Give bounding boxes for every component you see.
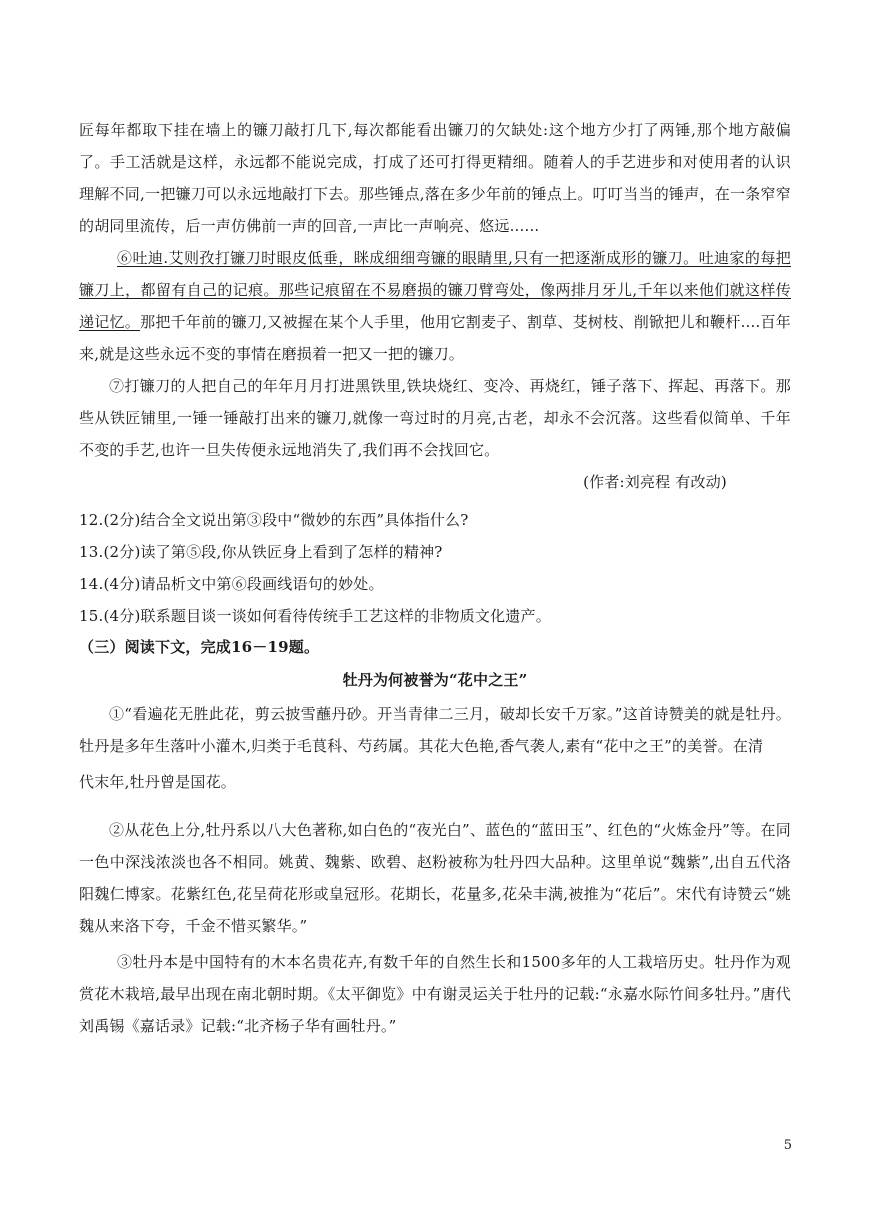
question-12: 12.(2分)结合全文说出第③段中“微妙的东西”具体指什么? <box>79 511 469 529</box>
section-heading: （三）阅读下文，完成16－19题。 <box>79 638 320 656</box>
question-14: 14.(4分)请品析文中第⑥段画线语句的妙处。 <box>79 575 384 593</box>
article-paragraph-1: ①“看遍花无胜此花，剪云披雪蘸丹砂。开当青律二三月，破却长安千万家。”这首诗赞美的就是牡丹。牡丹是多年生落叶小灌木,归类于毛茛科、芍药属。其花大色艳,香气袭人,素有“花中之王”的美誉。在清 <box>79 705 791 755</box>
author-credit: (作者:刘亮程 有改动) <box>583 473 727 491</box>
page-number: 5 <box>783 1138 792 1153</box>
article-paragraph-1-end: 代末年,牡丹曾是国花。 <box>79 773 236 791</box>
article-paragraph-3: ③牡丹本是中国特有的木本名贵花卉,有数千年的自然生长和1500多年的人工栽培历史。牡丹作为观赏花木栽培,最早出现在南北朝时期。《太平御览》中有谢灵运关于牡丹的记载:“永嘉水际竹间多牡丹。”唐代刘禹锡《嘉话录》记载:“北齐杨子华有画牡丹。” <box>79 953 791 1035</box>
document-body <box>79 114 791 1042</box>
article-paragraph-2: ②从花色上分,牡丹系以八大色著称,如白色的“夜光白”、蓝色的“蓝田玉”、红色的“火炼金丹”等。在同一色中深浅浓淡也各不相同。姚黄、魏紫、欧碧、赵粉被称为牡丹四大品种。这里单说“魏紫”,出自五代洛阳魏仁博家。花紫红色,花呈荷花形或皇冠形。花期长，花量多,花朵丰满,被推为“花后”。宋代有诗赞云“姚魏从来洛下夸，千金不惜买繁华。” <box>79 821 791 935</box>
underlined-sentence: ⑥吐迪.艾则孜打镰刀时眼皮低垂，眯成细细弯镰的眼睛里,只有一把逐渐成形的镰刀。吐迪家的每把镰刀上，都留有自己的记痕。那些记痕留在不易磨损的镰刀臂弯处，像两排月牙儿,千年以来他们就这样传递记忆。 <box>79 249 791 331</box>
paragraph-continued: 匠每年都取下挂在墙上的镰刀敲打几下,每次都能看出镰刀的欠缺处:这个地方少打了两锤,那个地方敲偏了。手工活就是这样，永远都不能说完成，打成了还可打得更精细。随着人的手艺进步和对使用者的认识理解不同,一把镰刀可以永远地敲打下去。那些锤点,落在多少年前的锤点上。叮叮当当的锤声，在一条窄窄的胡同里流传，后一声仿佛前一声的回音,一声比一声响亮、悠远...... <box>79 121 791 235</box>
question-list <box>79 504 791 632</box>
paragraph-7: ⑦打镰刀的人把自己的年年月月打进黑铁里,铁块烧红、变冷、再烧红，锤子落下、挥起、再落下。那些从铁匠铺里,一锤一锤敲打出来的镰刀,就像一弯过时的月亮,古老，却永不会沉落。这些看似简单、千年不变的手艺,也许一旦失传便永远地消失了,我们再不会找回它。 <box>79 377 791 459</box>
question-13: 13.(2分)读了第⑤段,你从铁匠身上看到了怎样的精神? <box>79 543 443 561</box>
article-title: 牡丹为何被誉为“花中之王” <box>342 671 528 689</box>
paragraph-6 <box>79 242 791 370</box>
question-15: 15.(4分)联系题目谈一谈如何看待传统手工艺这样的非物质文化遗产。 <box>79 607 551 625</box>
paragraph-6-rest: 那把千年前的镰刀,又被握在某个人手里，他用它割麦子、割草、芟树枝、削锨把儿和鞭杆....百年来,就是这些永远不变的事情在磨损着一把又一把的镰刀。 <box>79 313 791 363</box>
